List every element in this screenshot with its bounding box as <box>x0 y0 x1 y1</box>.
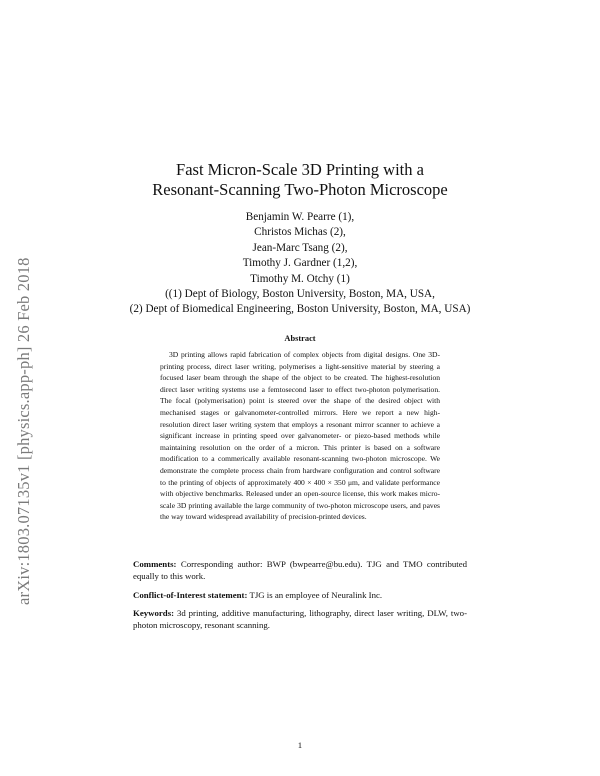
page-number: 1 <box>297 740 303 750</box>
affiliation-line: (2) Dept of Biomedical Engineering, Boston University, Boston, MA, USA) <box>129 303 471 316</box>
author-name: Timothy J. Gardner (1,2), <box>242 257 358 270</box>
title-line: Fast Micron-Scale 3D Printing with a <box>176 160 424 179</box>
abstract-text: 3D printing allows rapid fabrication of complex objects from digital designs. One 3D-printing process, direct laser writing, polymerises a light-sensitive material by steering a focused laser beam through the shape of the object to be created. The highest-resolution direct laser writing systems use a femtosecond laser to effect two-photon polymerisation. The focal (polymerisation) point is steered over the shape of the desired object with mechanised stages or galvanometer-controlled mirrors. Here we report a new high-resolution direct laser writing system that employs a resonant mirror scanner to achieve a significant increase in printing speed over galvanometer- or piezo-based methods while maintaining resolution on the order of a micron. This printer is based on a software modification to a commerically available resonant-scanning two-photon microscope. We demonstrate the complete process chain from hardware configuration and control software to the printing of objects of approximately 400 × 400 × 350 μm, and validate performance with objective benchmarks. Released under an open-source license, this work makes micro-scale 3D printing available the large community of two-photon microscope users, and paves the way toward widespread availability of precision-printed devices. <box>160 350 440 522</box>
author-name: Jean-Marc Tsang (2), <box>252 241 348 254</box>
arxiv-identifier: arXiv:1803.07135v1 [physics.app-ph] 26 Feb 2018 <box>14 257 33 605</box>
abstract-heading: Abstract <box>284 334 316 343</box>
comments-label: Comments: <box>133 559 177 569</box>
keywords-text: 3d printing, additive manufacturing, lithography, direct laser writing, DLW, two-photon microscopy, resonant scanning. <box>133 608 468 631</box>
comments-section <box>133 558 467 583</box>
affiliation-line: ((1) Dept of Biology, Boston University, Boston, MA, USA, <box>165 288 435 301</box>
keywords-section <box>133 607 467 632</box>
title-line: Resonant-Scanning Two-Photon Microscope <box>152 180 448 199</box>
coi-text: TJG is an employee of Neuralink Inc. <box>249 590 383 600</box>
keywords-label: Keywords: <box>133 608 175 618</box>
author-block <box>100 210 500 318</box>
author-name: Christos Michas (2), <box>254 226 346 239</box>
paper-title <box>100 160 500 200</box>
author-name: Benjamin W. Pearre (1), <box>245 211 355 223</box>
comments-text: Corresponding author: BWP (bwpearre@bu.edu). TJG and TMO contributed equally to this work. <box>133 559 467 582</box>
author-name: Timothy M. Otchy (1) <box>250 272 350 285</box>
coi-label: Conflict-of-Interest statement: <box>133 590 248 600</box>
conflict-of-interest-section <box>133 589 467 601</box>
